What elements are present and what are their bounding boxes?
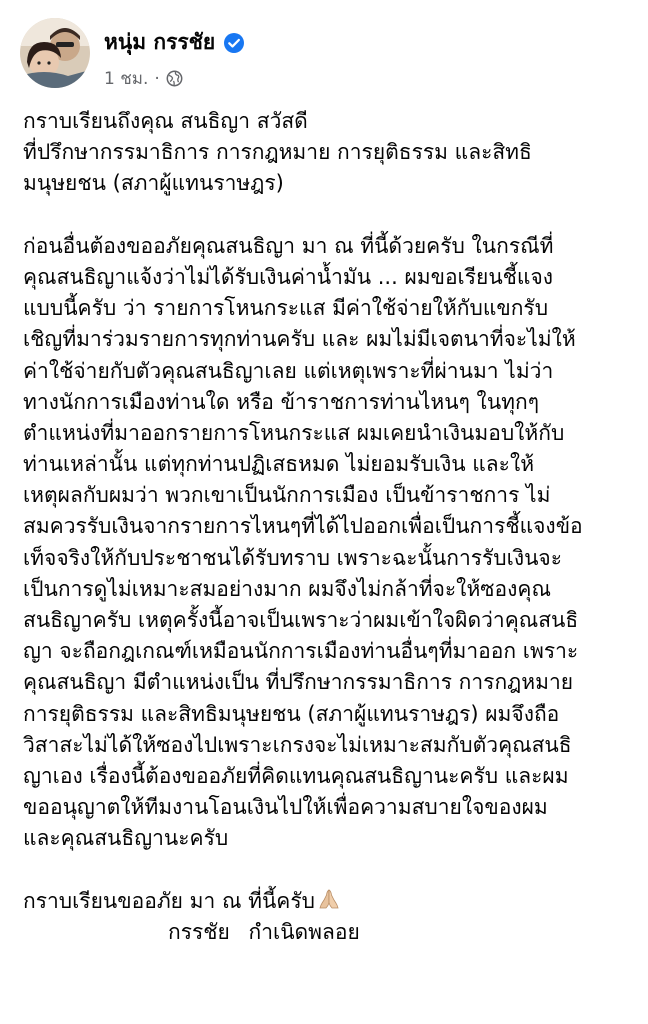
body-line: ญาเอง เรื่องนี้ต้องขออภัยที่คิดแทนคุณสนธิญานะครับ และผม (23, 763, 569, 788)
body-line: การยุติธรรม และสิทธิมนุษยชน (สภาผู้แทนราษฎร) ผมจึงถือ (23, 701, 560, 726)
paragraph-gap (23, 200, 633, 231)
body-line: และคุณสนธิญานะครับ (23, 826, 229, 851)
post-timestamp[interactable]: 1 ชม. (104, 69, 149, 89)
paragraph-gap (23, 855, 633, 886)
body-line: คุณสนธิญาแจ้งว่าไม่ได้รับเงินค่าน้ำมัน ... ผมขอเรียนชี้แจง (23, 264, 554, 289)
body-line: เท็จจริงให้กับประชาชนได้รับทราบ เพราะฉะนั้นการรับเงินจะ (23, 545, 563, 570)
globe-icon[interactable] (166, 70, 183, 87)
body-line: คุณสนธิญา มีตำแหน่งเป็น ที่ปรึกษากรรมาธิการ การกฎหมาย (23, 670, 574, 695)
body-line: ตำแหน่งที่มาออกรายการโหนกระแส ผมเคยนำเงินมอบให้กับ (23, 420, 565, 445)
body-line: ก่อนอื่นต้องขออภัยคุณสนธิญา มา ณ ที่นี้ด้วยครับ ในกรณีที่ (23, 233, 554, 258)
body-line: เชิญที่มาร่วมรายการทุกท่านครับ และ ผมไม่มีเจตนาที่จะไม่ให้ (23, 327, 576, 352)
body-line: สมควรรับเงินจากรายการไหนๆที่ได้ไปออกเพื่อเป็นการชี้แจงข้อ (23, 514, 583, 539)
body-line: วิสาสะไม่ได้ให้ซองไปเพราะเกรงจะไม่เหมาะสมกับตัวคุณสนธิ (23, 732, 572, 757)
profile-photo-avatar (20, 18, 90, 88)
body-line: ทางนักการเมืองท่านใด หรือ ข้าราชการท่านไหนๆ ในทุกๆ (23, 389, 540, 414)
post-subinfo (104, 65, 245, 92)
folded-hands-icon (317, 887, 341, 920)
author-name[interactable]: หนุ่ม กรรชัย (104, 30, 216, 54)
body-line: เป็นการดูไม่เหมาะสมอย่างมาก ผมจึงไม่กล้าที่จะให้ซองคุณ (23, 576, 551, 601)
greeting-line: มนุษยชน (สภาผู้แทนราษฎร) (23, 171, 284, 196)
verified-badge-icon (223, 32, 245, 54)
post-header (20, 18, 245, 92)
body-line: สนธิญาครับ เหตุครั้งนี้อาจเป็นเพราะว่าผมเข้าใจผิดว่าคุณสนธิ (23, 608, 579, 632)
body-line: เหตุผลกับผมว่า พวกเขาเป็นนักการเมือง เป็นข้าราชการ ไม่ (23, 483, 551, 508)
separator-dot: · (154, 68, 160, 89)
closing-text: กราบเรียนขออภัย มา ณ ที่นี้ครับ (23, 888, 315, 913)
post-meta (104, 18, 245, 92)
greeting-line: ที่ปรึกษากรรมาธิการ การกฎหมาย การยุติธรรม และสิทธิ (23, 140, 532, 165)
body-line: แบบนี้ครับ ว่า รายการโหนกระแส มีค่าใช้จ่ายให้กับแขกรับ (23, 296, 549, 321)
body-line: ญา จะถือกฎเกณฑ์เหมือนนักการเมืองท่านอื่นๆที่มาออก เพราะ (23, 639, 579, 664)
body-line: ค่าใช้จ่ายกับตัวคุณสนธิญาเลย แต่เหตุเพราะที่ผ่านมา ไม่ว่า (23, 358, 554, 383)
post-body (23, 106, 633, 948)
author-avatar[interactable] (20, 18, 90, 88)
greeting-line: กราบเรียนถึงคุณ สนธิญา สวัสดี (23, 109, 308, 133)
author-row (104, 26, 245, 59)
body-line: ท่านเหล่านั้น แต่ทุกท่านปฏิเสธหมด ไม่ยอมรับเงิน และให้ (23, 452, 535, 477)
signature: กรรชัย กำเนิดพลอย (168, 919, 360, 944)
closing-line (23, 886, 633, 917)
body-line: ขออนุญาตให้ทีมงานโอนเงินไปให้เพื่อความสบายใจของผม (23, 795, 548, 820)
